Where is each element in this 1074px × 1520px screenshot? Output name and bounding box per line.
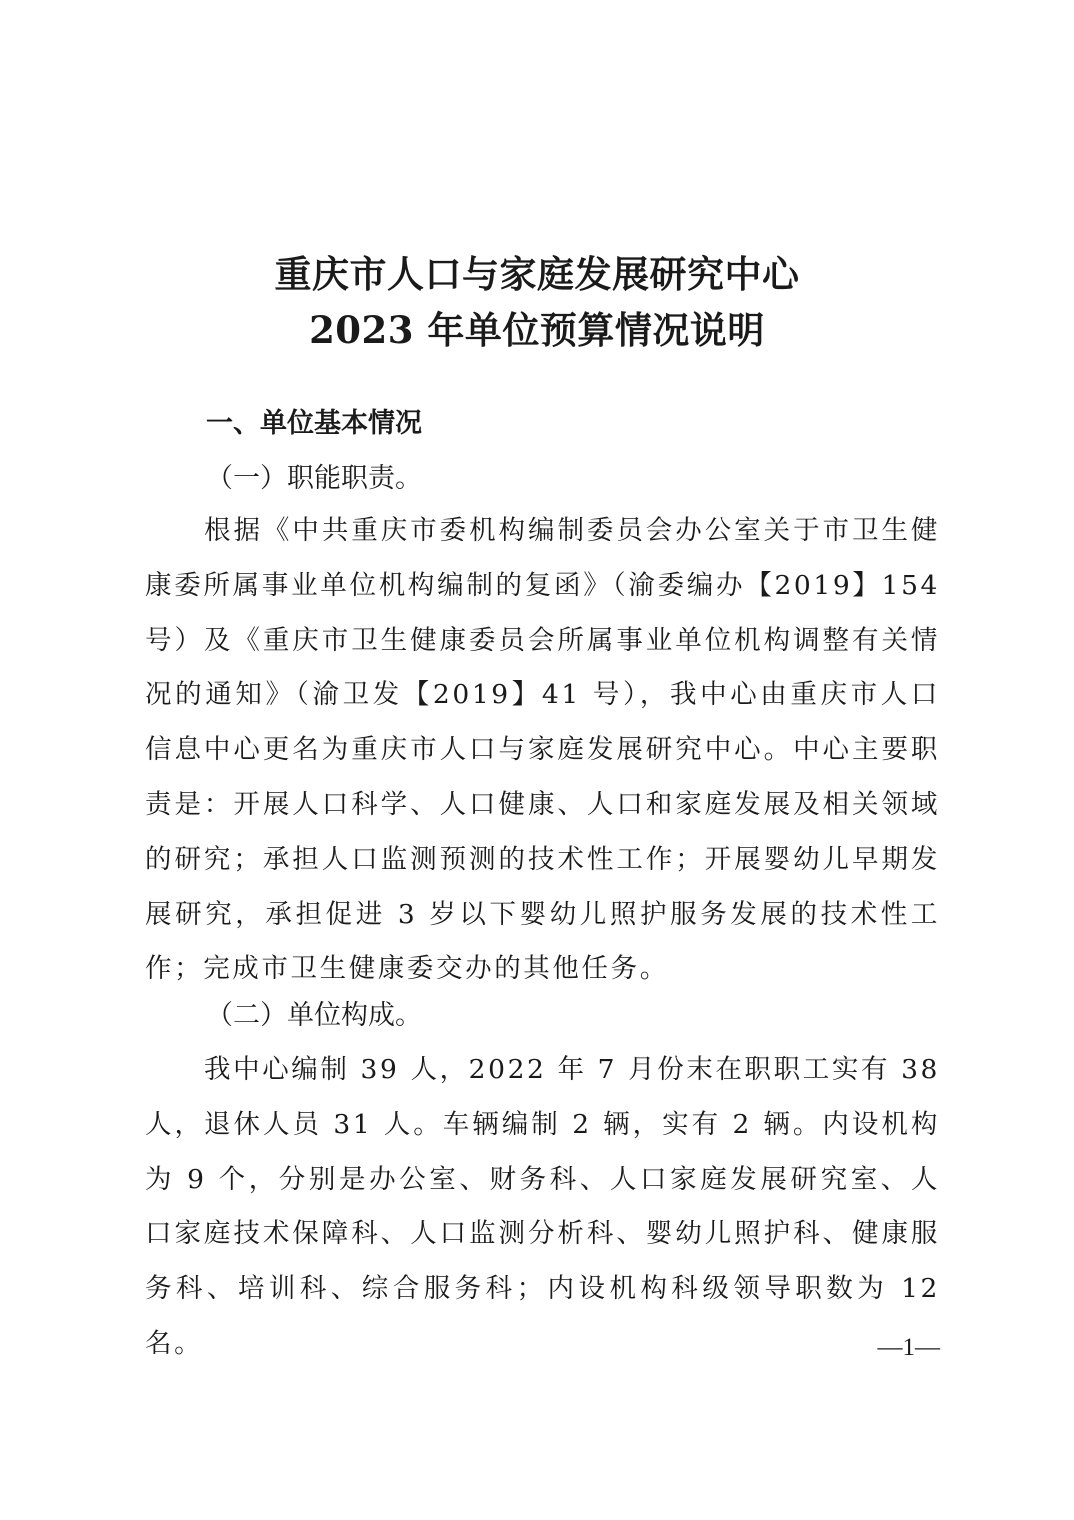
subsection-heading-duties: （一）职能职责。 (206, 463, 422, 494)
section-heading-basic-info: 一、单位基本情况 (206, 408, 422, 439)
paragraph-composition: 我中心编制 39 人，2022 年 7 月份末在职职工实有 38 人，退休人员 31 人。车辆编制 2 辆，实有 2 辆。内设机构为 9 个，分别是办公室、财务科、人口家庭发展研究室、人口家庭技术保障科、人口监测分析科、婴幼儿照护科、健康服务科、培训科、综合服务科；内设机构科级领导职数为 12 名。 (145, 1054, 940, 1359)
document-title-line-1: 重庆市人口与家庭发展研究中心 (274, 252, 800, 296)
paragraph-duties: 根据《中共重庆市委机构编制委员会办公室关于市卫生健康委所属事业单位机构编制的复函》（渝委编办【2019】154 号）及《重庆市卫生健康委员会所属事业单位机构调整有关情况的通知》（渝卫发【2019】41 号），我中心由重庆市人口信息中心更名为重庆市人口与家庭发展研究中心。中心主要职责是：开展人口科学、人口健康、人口和家庭发展及相关领域的研究；承担人口监测预测的技术性工作；开展婴幼儿早期发展研究，承担促进 3 岁以下婴幼儿照护服务发展的技术性工作；完成市卫生健康委交办的其他任务。 (145, 515, 940, 985)
page-number: —1— (877, 1334, 940, 1361)
document-title-line-2: 2023 年单位预算情况说明 (309, 308, 765, 352)
subsection-heading-composition: （二）单位构成。 (206, 1000, 422, 1031)
